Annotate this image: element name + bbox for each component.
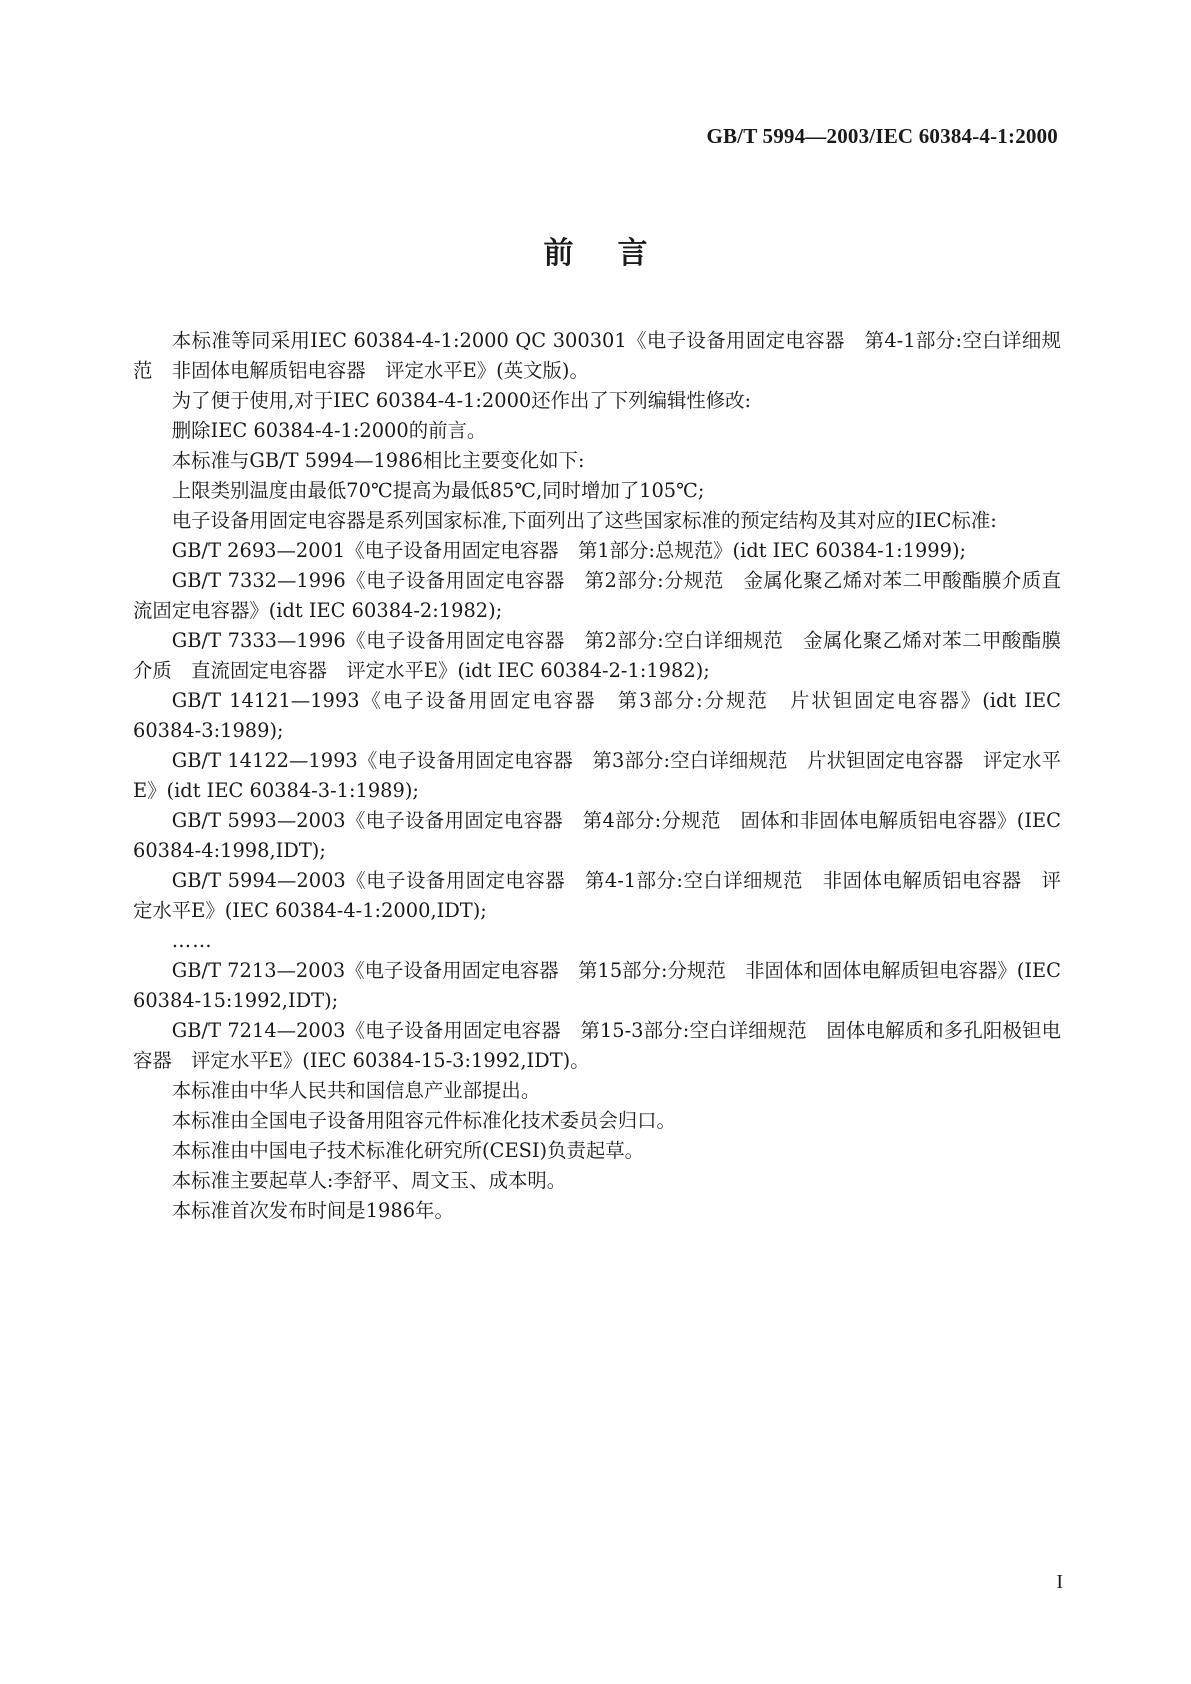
page-title: 前言 [543,236,692,271]
list-item-standard: GB/T 14121—1993《电子设备用固定电容器 第3部分:分规范 片状钽固定电容器》(idt IEC 60384-3:1989); [133,689,1061,742]
paragraph-committee: 本标准由全国电子设备用阻容元件标准化技术委员会归口。 [171,1109,676,1132]
paragraph-delete-foreword: 删除IEC 60384-4-1:2000的前言。 [171,419,487,442]
list-item-standard: GB/T 7333—1996《电子设备用固定电容器 第2部分:空白详细规范 金属化聚乙烯对苯二甲酸酯膜介质 直流固定电容器 评定水平E》(idt IEC 60384-2-1:1982); [133,629,1061,682]
list-item-standard: GB/T 5993—2003《电子设备用固定电容器 第4部分:分规范 固体和非固体电解质铝电容器》(IEC 60384-4:1998,IDT); [133,809,1061,862]
paragraph-adoption: 本标准等同采用IEC 60384-4-1:2000 QC 300301《电子设备用固定电容器 第4-1部分:空白详细规范 非固体电解质铝电容器 评定水平E》(英文版)。 [133,329,1061,382]
paragraph-proposer: 本标准由中华人民共和国信息产业部提出。 [171,1079,541,1102]
foreword-body [133,326,1061,1226]
list-ellipsis: …… [171,929,213,952]
list-item-standard: GB/T 5994—2003《电子设备用固定电容器 第4-1部分:空白详细规范 非固体电解质铝电容器 评定水平E》(IEC 60384-4-1:2000,IDT); [133,869,1061,922]
paragraph-series-intro: 电子设备用固定电容器是系列国家标准,下面列出了这些国家标准的预定结构及其对应的IEC标准: [171,509,997,532]
list-item-standard: GB/T 2693—2001《电子设备用固定电容器 第1部分:总规范》(idt IEC 60384-1:1999); [171,539,967,562]
paragraph-temperature-change: 上限类别温度由最低70℃提高为最低85℃,同时增加了105℃; [171,479,705,502]
paragraph-drafters: 本标准主要起草人:李舒平、周文玉、成本明。 [171,1169,567,1192]
paragraph-editorial-changes: 为了便于使用,对于IEC 60384-4-1:2000还作出了下列编辑性修改: [171,389,752,412]
standard-code-header: GB/T 5994—2003/IEC 60384-4-1:2000 [706,124,1058,148]
list-item-standard: GB/T 7213—2003《电子设备用固定电容器 第15部分:分规范 非固体和固体电解质钽电容器》(IEC 60384-15:1992,IDT); [133,959,1061,1012]
paragraph-main-changes: 本标准与GB/T 5994—1986相比主要变化如下: [171,449,585,472]
list-item-standard: GB/T 14122—1993《电子设备用固定电容器 第3部分:空白详细规范 片状钽固定电容器 评定水平E》(idt IEC 60384-3-1:1989); [133,749,1061,802]
list-item-standard: GB/T 7214—2003《电子设备用固定电容器 第15-3部分:空白详细规范 固体电解质和多孔阳极钽电容器 评定水平E》(IEC 60384-15-3:1992,IDT)。 [133,1019,1061,1072]
list-item-standard: GB/T 7332—1996《电子设备用固定电容器 第2部分:分规范 金属化聚乙烯对苯二甲酸酯膜介质直流固定电容器》(idt IEC 60384-2:1982); [133,569,1061,622]
paragraph-drafting-org: 本标准由中国电子技术标准化研究所(CESI)负责起草。 [171,1139,645,1162]
page-number: I [1056,1571,1063,1593]
paragraph-first-release: 本标准首次发布时间是1986年。 [171,1199,454,1222]
